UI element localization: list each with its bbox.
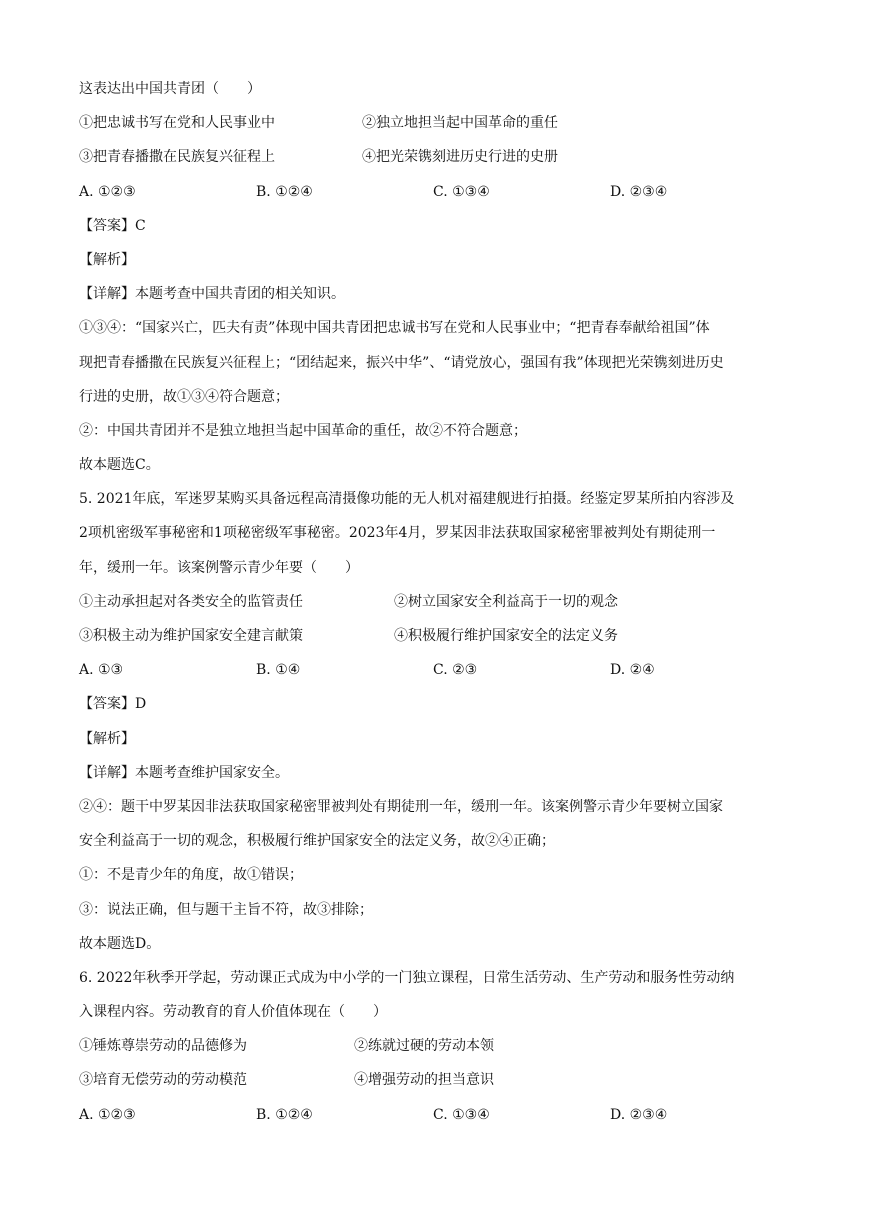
- q4-explanation-line2: 现把青春播撒在民族复兴征程上；“团结起来，振兴中华”、“请党放心，强国有我”体现把光荣镌刻进历史: [79, 354, 724, 371]
- q6-choice-b: B. ①②④: [256, 1106, 313, 1123]
- q4-conclusion: 故本题选C。: [79, 457, 160, 474]
- q6-choice-a: A. ①②③: [79, 1106, 136, 1123]
- q4-stem: 这表达出中国共青团（ ）: [79, 81, 261, 97]
- q5-detail: 【详解】本题考查维护国家安全。: [79, 764, 289, 781]
- q4-answer: 【答案】C: [79, 217, 146, 234]
- q5-options-row1: [79, 585, 799, 619]
- q6-stem-line2: 入课程内容。劳动教育的育人价值体现在（ ）: [79, 1004, 387, 1021]
- q6-option-1: ①锤炼尊崇劳动的品德修为: [79, 1038, 247, 1055]
- q4-options-row1: [79, 106, 799, 140]
- q4-choice-c: C. ①③④: [433, 183, 490, 200]
- q4-option-3: ③把青春播撒在民族复兴征程上: [79, 149, 275, 166]
- q5-choices: [79, 653, 799, 687]
- q5-option-2: ②树立国家安全利益高于一切的观念: [394, 593, 618, 610]
- q6-choice-c: C. ①③④: [433, 1106, 490, 1123]
- q5-option-3: ③积极主动为维护国家安全建言献策: [79, 628, 303, 644]
- q5-explanation-line1: ②④：题干中罗某因非法获取国家秘密罪被判处有期徒刑一年，缓刑一年。该案例警示青少年要树立国家: [79, 798, 723, 815]
- q6-option-2: ②练就过硬的劳动本领: [354, 1038, 494, 1055]
- q6-choices: [79, 1098, 799, 1132]
- q4-choice-d: D. ②③④: [610, 183, 668, 200]
- q5-options-row2: [79, 619, 799, 653]
- q4-options-row2: [79, 140, 799, 174]
- q5-explanation-2: ①：不是青少年的角度，故①错误；: [79, 867, 303, 884]
- q4-explanation-line3: 行进的史册，故①③④符合题意；: [79, 388, 289, 405]
- q6-stem-line1: 6. 2022年秋季开学起，劳动课正式成为中小学的一门独立课程，日常生活劳动、生产劳动和服务性劳动纳: [79, 969, 735, 986]
- q4-option-4: ④把光荣镌刻进历史行进的史册: [362, 149, 558, 166]
- q6-option-3: ③培育无偿劳动的劳动模范: [79, 1072, 247, 1089]
- q5-explanation-3: ③：说法正确，但与题干主旨不符，故③排除；: [79, 901, 373, 918]
- document-content: [79, 72, 799, 1132]
- q4-choices: [79, 175, 799, 209]
- q4-choice-a: A. ①②③: [79, 183, 136, 200]
- q5-choice-b: B. ①④: [256, 662, 301, 679]
- q4-explanation-line1: ①③④：“国家兴亡，匹夫有责”体现中国共青团把忠诚书写在党和人民事业中；“把青春奉献给祖国”体: [79, 320, 710, 337]
- q5-option-4: ④积极履行维护国家安全的法定义务: [394, 628, 618, 644]
- q5-stem-line2: 2项机密级军事秘密和1项秘密级军事秘密。2023年4月，罗某因非法获取国家秘密罪被判处有期徒刑一: [79, 525, 716, 542]
- q5-choice-a: A. ①③: [79, 662, 124, 679]
- q5-explanation-line2: 安全利益高于一切的观念，积极履行维护国家安全的法定义务，故②④正确；: [79, 833, 555, 850]
- q5-conclusion: 故本题选D。: [79, 935, 161, 952]
- q6-options-row2: [79, 1063, 799, 1097]
- q4-option-1: ①把忠诚书写在党和人民事业中: [79, 115, 275, 132]
- q5-choice-c: C. ②③: [433, 662, 478, 679]
- q5-choice-d: D. ②④: [610, 662, 655, 679]
- q4-choice-b: B. ①②④: [256, 183, 313, 200]
- q4-analysis-heading: 【解析】: [79, 251, 135, 268]
- q4-explanation-2: ②：中国共青团并不是独立地担当起中国革命的重任，故②不符合题意；: [79, 422, 527, 439]
- q5-answer: 【答案】D: [79, 696, 147, 713]
- q6-options-row1: [79, 1029, 799, 1063]
- q6-option-4: ④增强劳动的担当意识: [354, 1072, 494, 1089]
- q5-stem-line1: 5. 2021年底，军迷罗某购买具备远程高清摄像功能的无人机对福建舰进行拍摄。经鉴定罗某所拍内容涉及: [79, 491, 735, 508]
- q5-option-1: ①主动承担起对各类安全的监管责任: [79, 593, 303, 610]
- q4-option-2: ②独立地担当起中国革命的重任: [362, 115, 558, 132]
- q5-stem-line3: 年，缓刑一年。该案例警示青少年要（ ）: [79, 559, 359, 576]
- q6-choice-d: D. ②③④: [610, 1106, 668, 1123]
- q5-analysis-heading: 【解析】: [79, 730, 135, 747]
- q4-detail: 【详解】本题考查中国共青团的相关知识。: [79, 286, 345, 303]
